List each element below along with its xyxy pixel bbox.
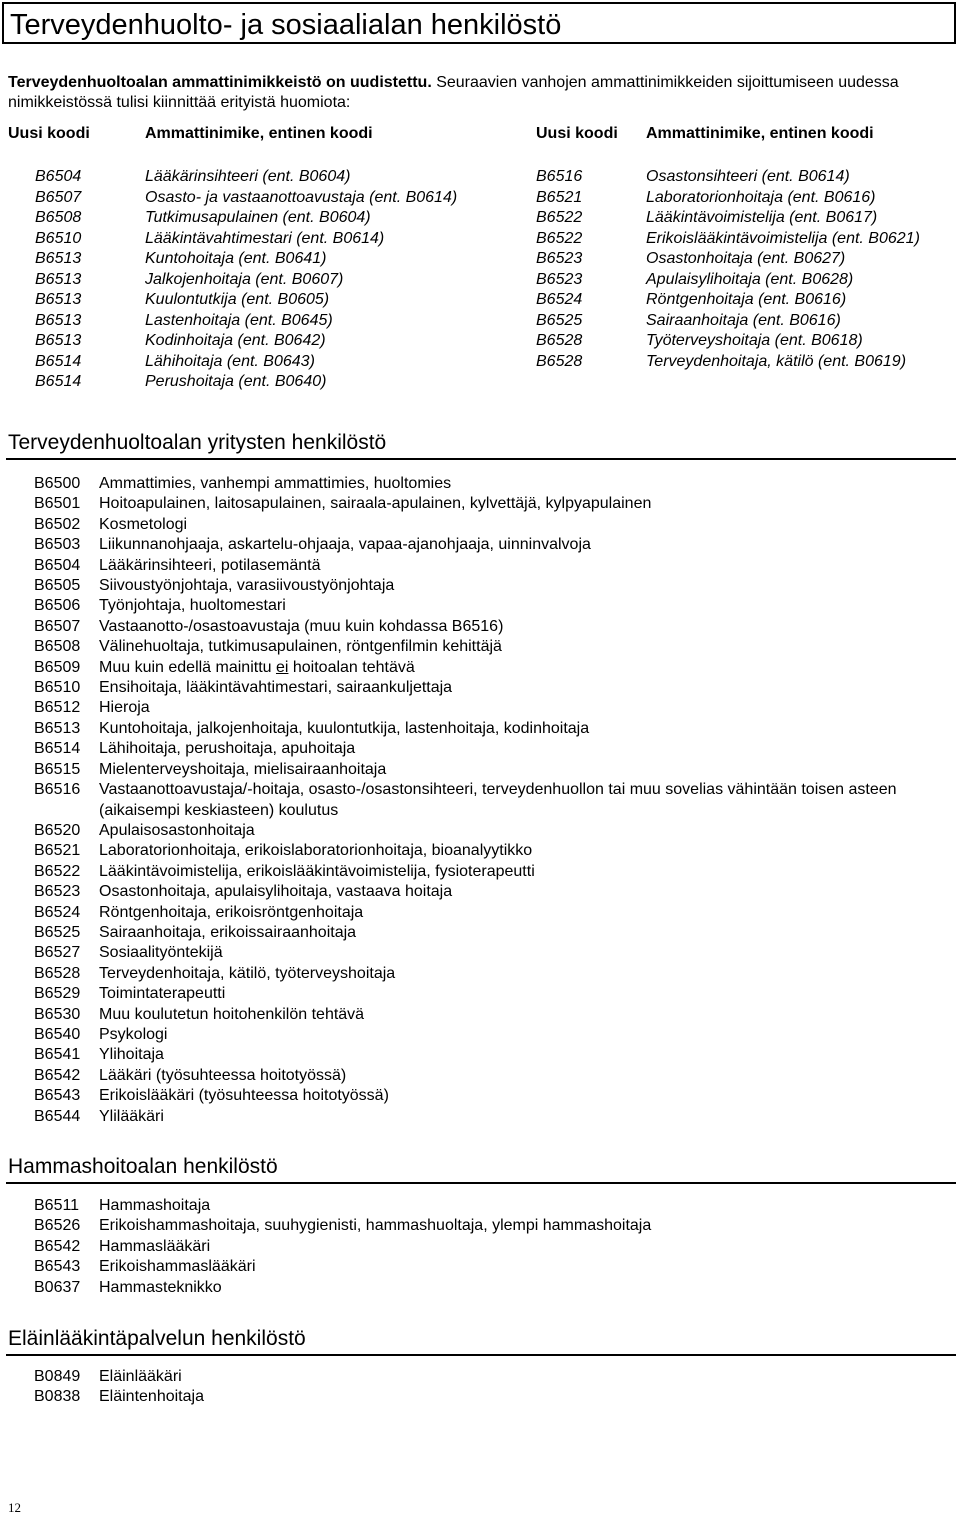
item-code: B6520 [34,821,81,839]
item-title: Ensihoitaja, lääkintävahtimestari, sairaankuljettaja [99,679,453,697]
item-title: Siivoustyönjohtaja, varasiivoustyönjohtaja [99,577,395,595]
intro-paragraph [8,73,953,113]
item-code: B6500 [34,475,81,492]
item-title: Hoitoapulainen, laitosapulainen, sairaala-apulainen, kylvettäjä, kylpyapulainen [99,495,652,513]
mapping-name: Perushoitaja (ent. B0640) [145,373,327,390]
item-code: B6505 [34,577,81,595]
mapping-name: Työterveyshoitaja (ent. B0618) [646,332,863,349]
mapping-code: B6528 [536,352,583,370]
item-code: B0838 [34,1388,81,1406]
mapping-name: Lähihoitaja (ent. B0643) [145,352,315,370]
item-title: Työnjohtaja, huoltomestari [99,597,286,615]
mapping-name: Röntgenhoitaja (ent. B0616) [646,291,847,308]
list-item [34,862,944,882]
item-title: Kuntohoitaja, jalkojenhoitaja, kuulontutkija, lastenhoitaja, kodinhoitaja [99,719,590,737]
list-item [34,882,944,902]
item-title: Lääkäri (työsuhteessa hoitotyössä) [99,1066,347,1084]
list-item [34,739,944,759]
item-code: B6527 [34,944,81,962]
mapping-name: Osasto- ja vastaanottoavustaja (ent. B0614) [145,188,458,206]
item-title: Laboratorionhoitaja, erikoislaboratorionhoitaja, bioanalyytikko [99,842,533,860]
list-item [34,658,944,678]
item-code: B6507 [34,617,81,635]
mapping-code: B6510 [35,229,82,247]
list-item [34,698,944,718]
item-title: Osastonhoitaja, apulaisylihoitaja, vastaava hoitaja [99,883,453,901]
mapping-code: B6504 [35,168,82,185]
list-item [34,678,944,698]
item-title: Röntgenhoitaja, erikoisröntgenhoitaja [99,903,364,921]
item-code: B6506 [34,597,81,615]
item-code: B6514 [34,740,81,758]
mapping-row [35,229,525,250]
section-list-veterinary [34,1367,944,1408]
item-code: B6522 [34,862,81,880]
item-title: Eläinlääkäri [99,1368,182,1385]
mapping-row [536,290,956,311]
mapping-name: Lääkintävahtimestari (ent. B0614) [145,229,385,247]
item-title: Vastaanottoavustaja/-hoitaja, osasto-/osastonsihteeri, terveydenhuollon tai muu sovelias vähintään toisen asteen (aikaisempi keskiasteen) koulutus [99,781,897,819]
item-code: B0849 [34,1368,81,1385]
mapping-name: Osastonsihteeri (ent. B0614) [646,168,850,185]
mapping-code: B6513 [35,311,82,329]
mapping-name: Lastenhoitaja (ent. B0645) [145,311,333,329]
item-code: B6523 [34,883,81,901]
header-new-code-left: Uusi koodi [8,125,90,142]
item-title-part: hoitoalan tehtävä [288,658,415,676]
item-code: B6503 [34,536,81,554]
item-code: B0637 [34,1278,81,1296]
item-code: B6543 [34,1258,81,1276]
section-title-text: Hammashoitoalan henkilöstö [8,1155,278,1178]
list-item [34,984,944,1004]
item-title: Välinehuoltaja, tutkimusapulainen, röntgenfilmin kehittäjä [99,638,502,656]
list-item [34,474,944,494]
mapping-row [536,311,956,332]
item-title: Terveydenhoitaja, kätilö, työterveyshoitaja [99,964,396,982]
list-item [34,1086,944,1106]
list-item [34,1045,944,1065]
mapping-row [35,372,525,393]
item-code: B6542 [34,1066,81,1084]
intro-text: Seuraavien vanhojen ammattinimikkeiden sijoittumiseen uudessa nimikkeistössä tulisi kiinnittää erityistä huomiota: [8,74,899,111]
mapping-row [536,208,956,229]
list-item [34,1278,944,1298]
list-item [34,576,944,596]
section-rule [6,1354,956,1356]
item-code: B6543 [34,1087,81,1105]
mapping-name: Tutkimusapulainen (ent. B0604) [145,209,371,226]
mapping-row [35,249,525,270]
mapping-code: B6522 [536,209,583,226]
header-new-code-right: Uusi koodi [536,125,618,142]
item-code: B6508 [34,638,81,656]
mapping-row [35,208,525,229]
mapping-code: B6522 [536,229,583,247]
mapping-name: Terveydenhoitaja, kätilö (ent. B0619) [646,352,907,370]
item-code: B6524 [34,903,81,921]
mapping-name: Laboratorionhoitaja (ent. B0616) [646,188,876,206]
list-item [34,596,944,616]
list-item [34,1196,944,1216]
mapping-code: B6508 [35,209,82,226]
mapping-row [536,188,956,209]
mapping-row [536,270,956,291]
list-item [34,556,944,576]
list-item [34,617,944,637]
item-title: Lähihoitaja, perushoitaja, apuhoitaja [99,740,356,758]
mapping-name: Jalkojenhoitaja (ent. B0607) [145,270,344,288]
mapping-code: B6513 [35,270,82,288]
list-item [34,1387,944,1407]
list-item [34,515,944,535]
item-title: Ammattimies, vanhempi ammattimies, huoltomies [99,475,452,492]
item-title: Liikunnanohjaaja, askartelu-ohjaaja, vapaa-ajanohjaaja, uinninvalvoja [99,536,591,554]
item-code: B6510 [34,679,81,697]
item-title: Lääkintävoimistelija, erikoislääkintävoimistelija, fysioterapeutti [99,862,535,880]
item-title: Hammasteknikko [99,1278,222,1296]
mapping-name: Lääkintävoimistelija (ent. B0617) [646,209,878,226]
mapping-name: Sairaanhoitaja (ent. B0616) [646,311,841,329]
item-code: B6516 [34,781,81,799]
item-code: B6515 [34,760,81,778]
item-code: B6525 [34,923,81,941]
mapping-name: Lääkärinsihteeri (ent. B0604) [145,168,351,185]
mapping-list-left [35,167,525,393]
page-title-box [2,2,956,44]
list-item [34,943,944,963]
intro-bold: Terveydenhuoltoalan ammattinimikkeistö on uudistettu. [8,74,432,91]
item-code: B6529 [34,985,81,1003]
page-number: 12 [8,1500,21,1515]
mapping-row [35,352,525,373]
mapping-code: B6514 [35,373,82,390]
item-title: Ylilääkäri [99,1107,164,1125]
mapping-row [35,290,525,311]
item-code: B6526 [34,1217,81,1235]
mapping-row [35,270,525,291]
item-title-part: Muu kuin edellä mainittu [99,658,276,676]
list-item [34,1107,944,1127]
section-list-dental [34,1196,944,1298]
item-code: B6504 [34,556,81,574]
list-item [34,1066,944,1086]
mapping-row [536,249,956,270]
item-code: B6521 [34,842,81,860]
mapping-code: B6516 [536,168,583,185]
list-item [34,760,944,780]
list-item [34,923,944,943]
item-code: B6542 [34,1237,81,1255]
mapping-code: B6514 [35,352,82,370]
section-rule [6,458,956,460]
item-code: B6528 [34,964,81,982]
mapping-code: B6521 [536,188,583,206]
mapping-row [536,167,956,188]
item-code: B6530 [34,1005,81,1023]
item-title [99,658,944,678]
item-title: Kosmetologi [99,515,188,533]
page-title: Terveydenhuolto- ja sosiaalialan henkilöstö [10,9,562,41]
list-item [34,841,944,861]
list-item [34,719,944,739]
list-item [34,1257,944,1277]
item-title: Sosiaalityöntekijä [99,944,223,962]
mapping-row [536,352,956,373]
item-title: Lääkärinsihteeri, potilasemäntä [99,556,321,574]
list-item [34,1216,944,1236]
list-item [34,903,944,923]
mapping-code: B6524 [536,291,583,308]
mapping-code: B6523 [536,270,583,288]
list-item [34,1025,944,1045]
list-item [34,1367,944,1387]
section-list-companies [34,474,944,1127]
item-code: B6513 [34,719,81,737]
item-code: B6501 [34,495,81,513]
item-code: B6511 [34,1197,80,1214]
item-code: B6512 [34,699,81,717]
item-code: B6509 [34,658,81,676]
mapping-code: B6513 [35,291,82,308]
item-title-underlined: ei [275,658,289,676]
item-title: Eläintenhoitaja [99,1388,204,1406]
mapping-row [35,167,525,188]
item-code: B6502 [34,515,81,533]
list-item [34,1237,944,1257]
mapping-name: Apulaisylihoitaja (ent. B0628) [646,270,854,288]
section-rule [6,1182,956,1184]
mapping-row [35,311,525,332]
mapping-code: B6513 [35,332,82,349]
mapping-code: B6528 [536,332,583,349]
list-item [34,637,944,657]
item-title: Hieroja [99,699,150,717]
header-title-left: Ammattinimike, entinen koodi [145,125,373,142]
item-title: Vastaanotto-/osastoavustaja (muu kuin kohdassa B6516) [99,617,504,635]
section-title-text: Eläinlääkintäpalvelun henkilöstö [8,1327,306,1350]
mapping-row [35,331,525,352]
mapping-code: B6513 [35,250,82,267]
item-title: Erikoislääkäri (työsuhteessa hoitotyössä) [99,1087,389,1105]
mapping-name: Kodinhoitaja (ent. B0642) [145,332,326,349]
mapping-list-right [536,167,956,372]
item-title: Mielenterveyshoitaja, mielisairaanhoitaja [99,760,387,778]
section-title-text: Terveydenhuoltoalan yritysten henkilöstö [8,431,387,454]
list-item [34,535,944,555]
mapping-name: Osastonhoitaja (ent. B0627) [646,250,846,267]
list-item [34,494,944,514]
item-title: Erikoishammashoitaja, suuhygienisti, hammashuoltaja, ylempi hammashoitaja [99,1217,652,1235]
mapping-row [536,331,956,352]
item-title: Toimintaterapeutti [99,985,226,1003]
mapping-name: Erikoislääkintävoimistelija (ent. B0621) [646,229,920,247]
mapping-row [536,229,956,250]
mapping-code: B6525 [536,311,583,329]
list-item [34,964,944,984]
list-item [34,1005,944,1025]
item-title: Hammaslääkäri [99,1237,211,1255]
item-title: Apulaisosastonhoitaja [99,821,255,839]
item-code: B6544 [34,1107,81,1125]
item-title: Sairaanhoitaja, erikoissairaanhoitaja [99,923,357,941]
mapping-name: Kuulontutkija (ent. B0605) [145,291,330,308]
item-title: Muu koulutetun hoitohenkilön tehtävä [99,1005,365,1023]
list-item [34,821,944,841]
item-title: Erikoishammaslääkäri [99,1258,256,1276]
mapping-code: B6507 [35,188,82,206]
mapping-row [35,188,525,209]
item-title: Hammashoitaja [99,1197,211,1214]
item-code: B6541 [34,1046,81,1064]
item-title: Psykologi [99,1025,168,1043]
list-item [34,780,944,821]
header-title-right: Ammattinimike, entinen koodi [646,125,874,142]
mapping-code: B6523 [536,250,583,267]
item-title: Ylihoitaja [99,1046,164,1064]
mapping-name: Kuntohoitaja (ent. B0641) [145,250,327,267]
item-code: B6540 [34,1025,81,1043]
